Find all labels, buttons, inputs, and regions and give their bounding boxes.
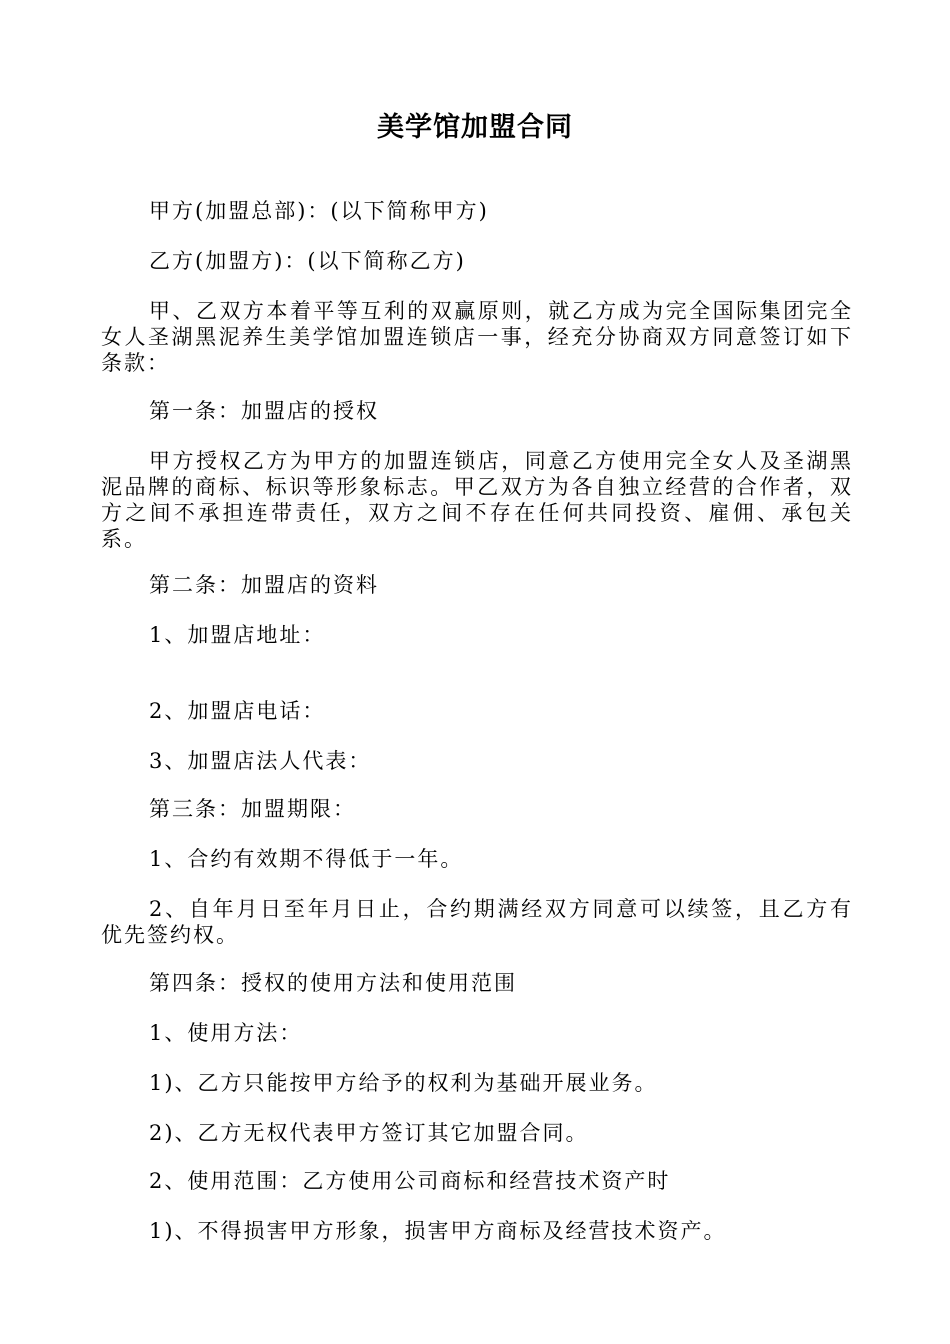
- store-address-line: 1、加盟店地址：: [149, 623, 326, 647]
- article-1-heading: 第一条：加盟店的授权: [149, 399, 379, 423]
- term-clause-2: 2、自年月日至年月日止，合约期满经双方同意可以续签，且乙方有优先签约权。: [101, 897, 853, 947]
- usage-scope-heading: 2、使用范围：乙方使用公司商标和经营技术资产时: [149, 1169, 671, 1193]
- term-clause-1: 1、合约有效期不得低于一年。: [149, 847, 464, 871]
- article-4-heading: 第四条：授权的使用方法和使用范围: [149, 971, 517, 995]
- article-3-heading: 第三条：加盟期限：: [149, 797, 356, 821]
- party-b-line: 乙方(加盟方)：(以下简称乙方): [149, 249, 466, 273]
- document-title: 美学馆加盟合同: [377, 112, 573, 143]
- party-a-line: 甲方(加盟总部)：(以下简称甲方): [149, 199, 489, 223]
- store-legal-rep-line: 3、加盟店法人代表：: [149, 749, 372, 773]
- usage-method-item-1: 1)、乙方只能按甲方给予的权利为基础开展业务。: [149, 1071, 658, 1095]
- usage-method-heading: 1、使用方法：: [149, 1021, 303, 1045]
- usage-scope-item-1: 1)、不得损害甲方形象，损害甲方商标及经营技术资产。: [149, 1219, 727, 1243]
- preamble-paragraph: 甲、乙双方本着平等互利的双赢原则，就乙方成为完全国际集团完全女人圣湖黑泥养生美学馆加盟连锁店一事，经充分协商双方同意签订如下条款：: [101, 299, 853, 375]
- usage-method-item-2: 2)、乙方无权代表甲方签订其它加盟合同。: [149, 1121, 589, 1145]
- store-phone-line: 2、加盟店电话：: [149, 699, 326, 723]
- article-1-body: 甲方授权乙方为甲方的加盟连锁店，同意乙方使用完全女人及圣湖黑泥品牌的商标、标识等形象标志。甲乙双方为各自独立经营的合作者，双方之间不承担连带责任，双方之间不存在任何共同投资、雇佣、承包关系。: [101, 449, 853, 551]
- article-2-heading: 第二条：加盟店的资料: [149, 573, 379, 597]
